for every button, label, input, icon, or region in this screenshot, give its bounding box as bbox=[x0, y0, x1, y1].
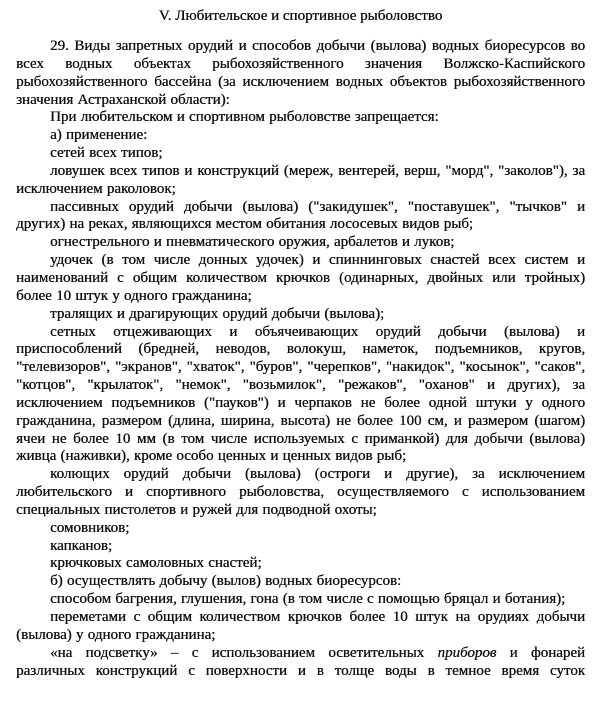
section-title: V. Любительское и спортивное рыболовство bbox=[158, 8, 443, 24]
paragraph-item-b: б) осуществлять добычу (вылов) водных биоресурсов: bbox=[50, 573, 402, 590]
paragraph-item-a: а) применение: bbox=[50, 127, 148, 144]
paragraph-trawling: тралящих и драгирующих орудий добычи (вылова); bbox=[50, 305, 385, 322]
paragraph-net-gear-list: сетных отцеживающих и объячеивающих орудий добычи (вылова) и приспособлений (бредней, неводов, волокуш, наметок, подъемников, кругов, "телевизоров", "экранов", "хваток", "буров", "черепков", "накидок", "косынок", "саков", "котцов", "крылаток", "немок", "возьмилок", "режаков", "оханов" и других), за исключением подъемников ("пауков") и черпаков не более одной штуки у одного гражданина, размером (длина, ширина, высота) не более 100 см, и размером (шагом) ячеи не более 10 мм (в том числе используемых с приманкой) для добычи (вылова) живца (наживки), кроме особо ценных и ценных видов рыб; bbox=[16, 323, 585, 465]
paragraph-nets: сетей всех типов; bbox=[50, 145, 163, 162]
paragraph-somovniki: сомовников; bbox=[50, 519, 130, 536]
paragraph-hook-gear: крючковых самоловных снастей; bbox=[50, 555, 262, 572]
paragraph-kapkany: капканов; bbox=[50, 537, 113, 554]
paragraph-text-part: «на подсветку» – с использованием осветительных bbox=[50, 644, 438, 661]
paragraph-traps: ловушек всех типов и конструкций (мереж, вентерей, верш, "морд", "заколов"), за исключением раколовок; bbox=[16, 162, 585, 197]
paragraph-na-podsvetku bbox=[16, 645, 585, 681]
paragraph-passive-gear: пассивных орудий добычи (вылова) ("закидушек", "поставушек", "тычков" и других) на реках, являющихся местом обитания лососевых видов рыб; bbox=[16, 198, 585, 233]
italic-word: приборов bbox=[437, 644, 497, 661]
paragraph-rods: удочек (в том числе донных удочек) и спиннинговых снастей всех систем и наименований с общим количеством крючков (одинарных, двойных или тройных) более 10 штук у одного гражданина; bbox=[16, 252, 585, 304]
paragraph-bagrenie: способом багрения, глушения, гона (в том числе с помощью бряцал и ботания); bbox=[50, 591, 566, 608]
paragraph-firearms: огнестрельного и пневматического оружия, арбалетов и луков; bbox=[50, 234, 455, 251]
paragraph-29-intro: 29. Виды запретных орудий и способов добычи (вылова) водных биоресурсов во всех водных объектах рыбохозяйственного значения Волжско-Каспийского рыбохозяйственного бассейна (за исключением водных объектов рыбохозяйственного значения Астраханской области): bbox=[16, 38, 585, 108]
document-body bbox=[16, 38, 585, 680]
paragraph-peremety: переметами с общим количеством крючков более 10 штук на орудиях добычи (вылова) у одного гражданина; bbox=[16, 609, 585, 643]
paragraph-piercing-gear: колющих орудий добычи (вылова) (остроги и другие), за исключением любительского и спортивного рыболовства, осуществляемого с использованием специальных пистолетов и ружей для подводной охоты; bbox=[16, 466, 585, 518]
paragraph-text-part: и фонарей различных конструкций с поверхности и в толще воды в темное время суток bbox=[16, 644, 585, 679]
paragraph-prohibition-intro: При любительском и спортивном рыболовстве запрещается: bbox=[50, 109, 439, 126]
